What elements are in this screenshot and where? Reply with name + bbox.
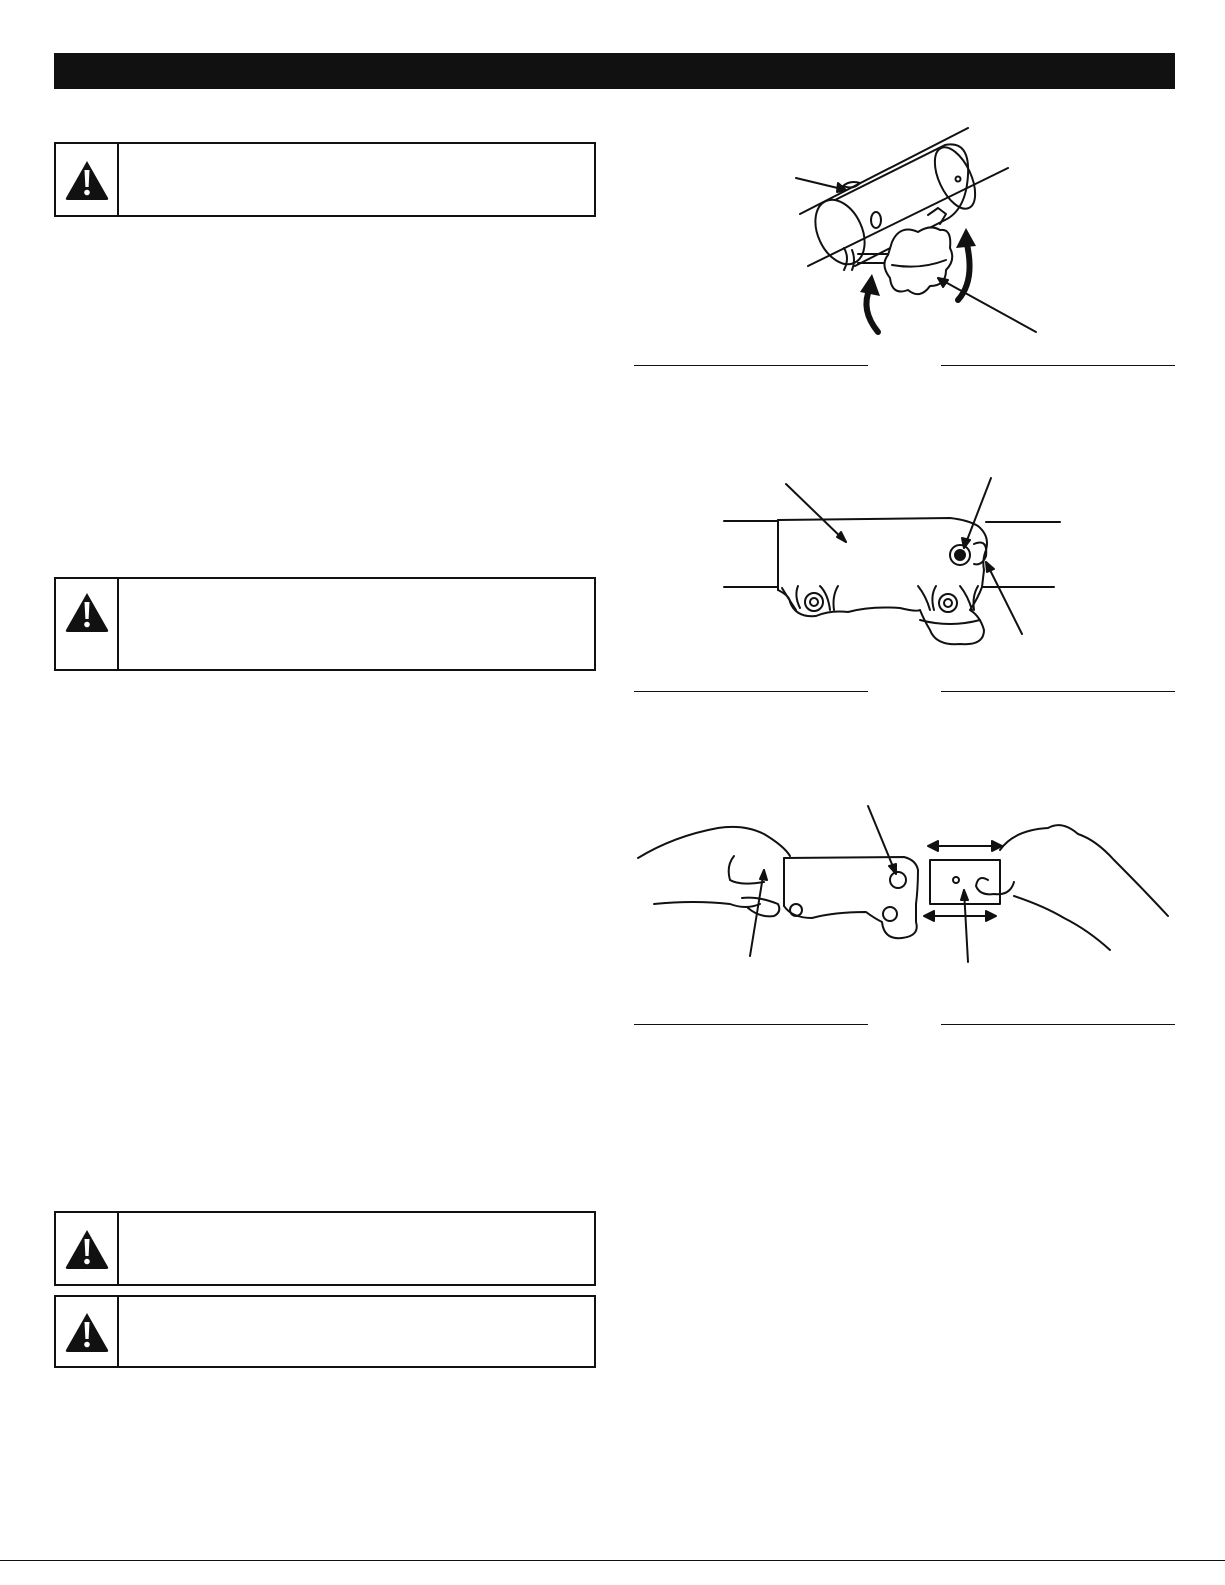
figure-3-rule-right [941, 1024, 1175, 1025]
warning-box-1 [54, 142, 596, 217]
figure-3-rule-left [634, 1024, 868, 1025]
warning-icon-cell [56, 579, 119, 669]
warning-box-3 [54, 1211, 596, 1286]
warning-triangle-icon [64, 1228, 110, 1270]
warning-icon-cell [56, 144, 119, 215]
warning-triangle-icon [64, 159, 110, 201]
page-header-bar [54, 53, 1175, 89]
figure-3-joining-shafts [634, 800, 1179, 975]
warning-icon-cell [56, 1297, 119, 1366]
warning-box-4 [54, 1295, 596, 1368]
warning-triangle-icon [64, 1311, 110, 1353]
figure-2-rule-left [634, 691, 868, 692]
figure-1-rule-left [634, 365, 868, 366]
warning-triangle-icon [64, 591, 110, 633]
figure-2-rule-right [941, 691, 1175, 692]
figure-1-coupler-knob [780, 120, 1050, 340]
figure-2-coupler-side [720, 470, 1065, 660]
page-bottom-rule [0, 1560, 1225, 1561]
warning-icon-cell [56, 1213, 119, 1284]
warning-box-2 [54, 577, 596, 671]
figure-1-rule-right [941, 365, 1175, 366]
